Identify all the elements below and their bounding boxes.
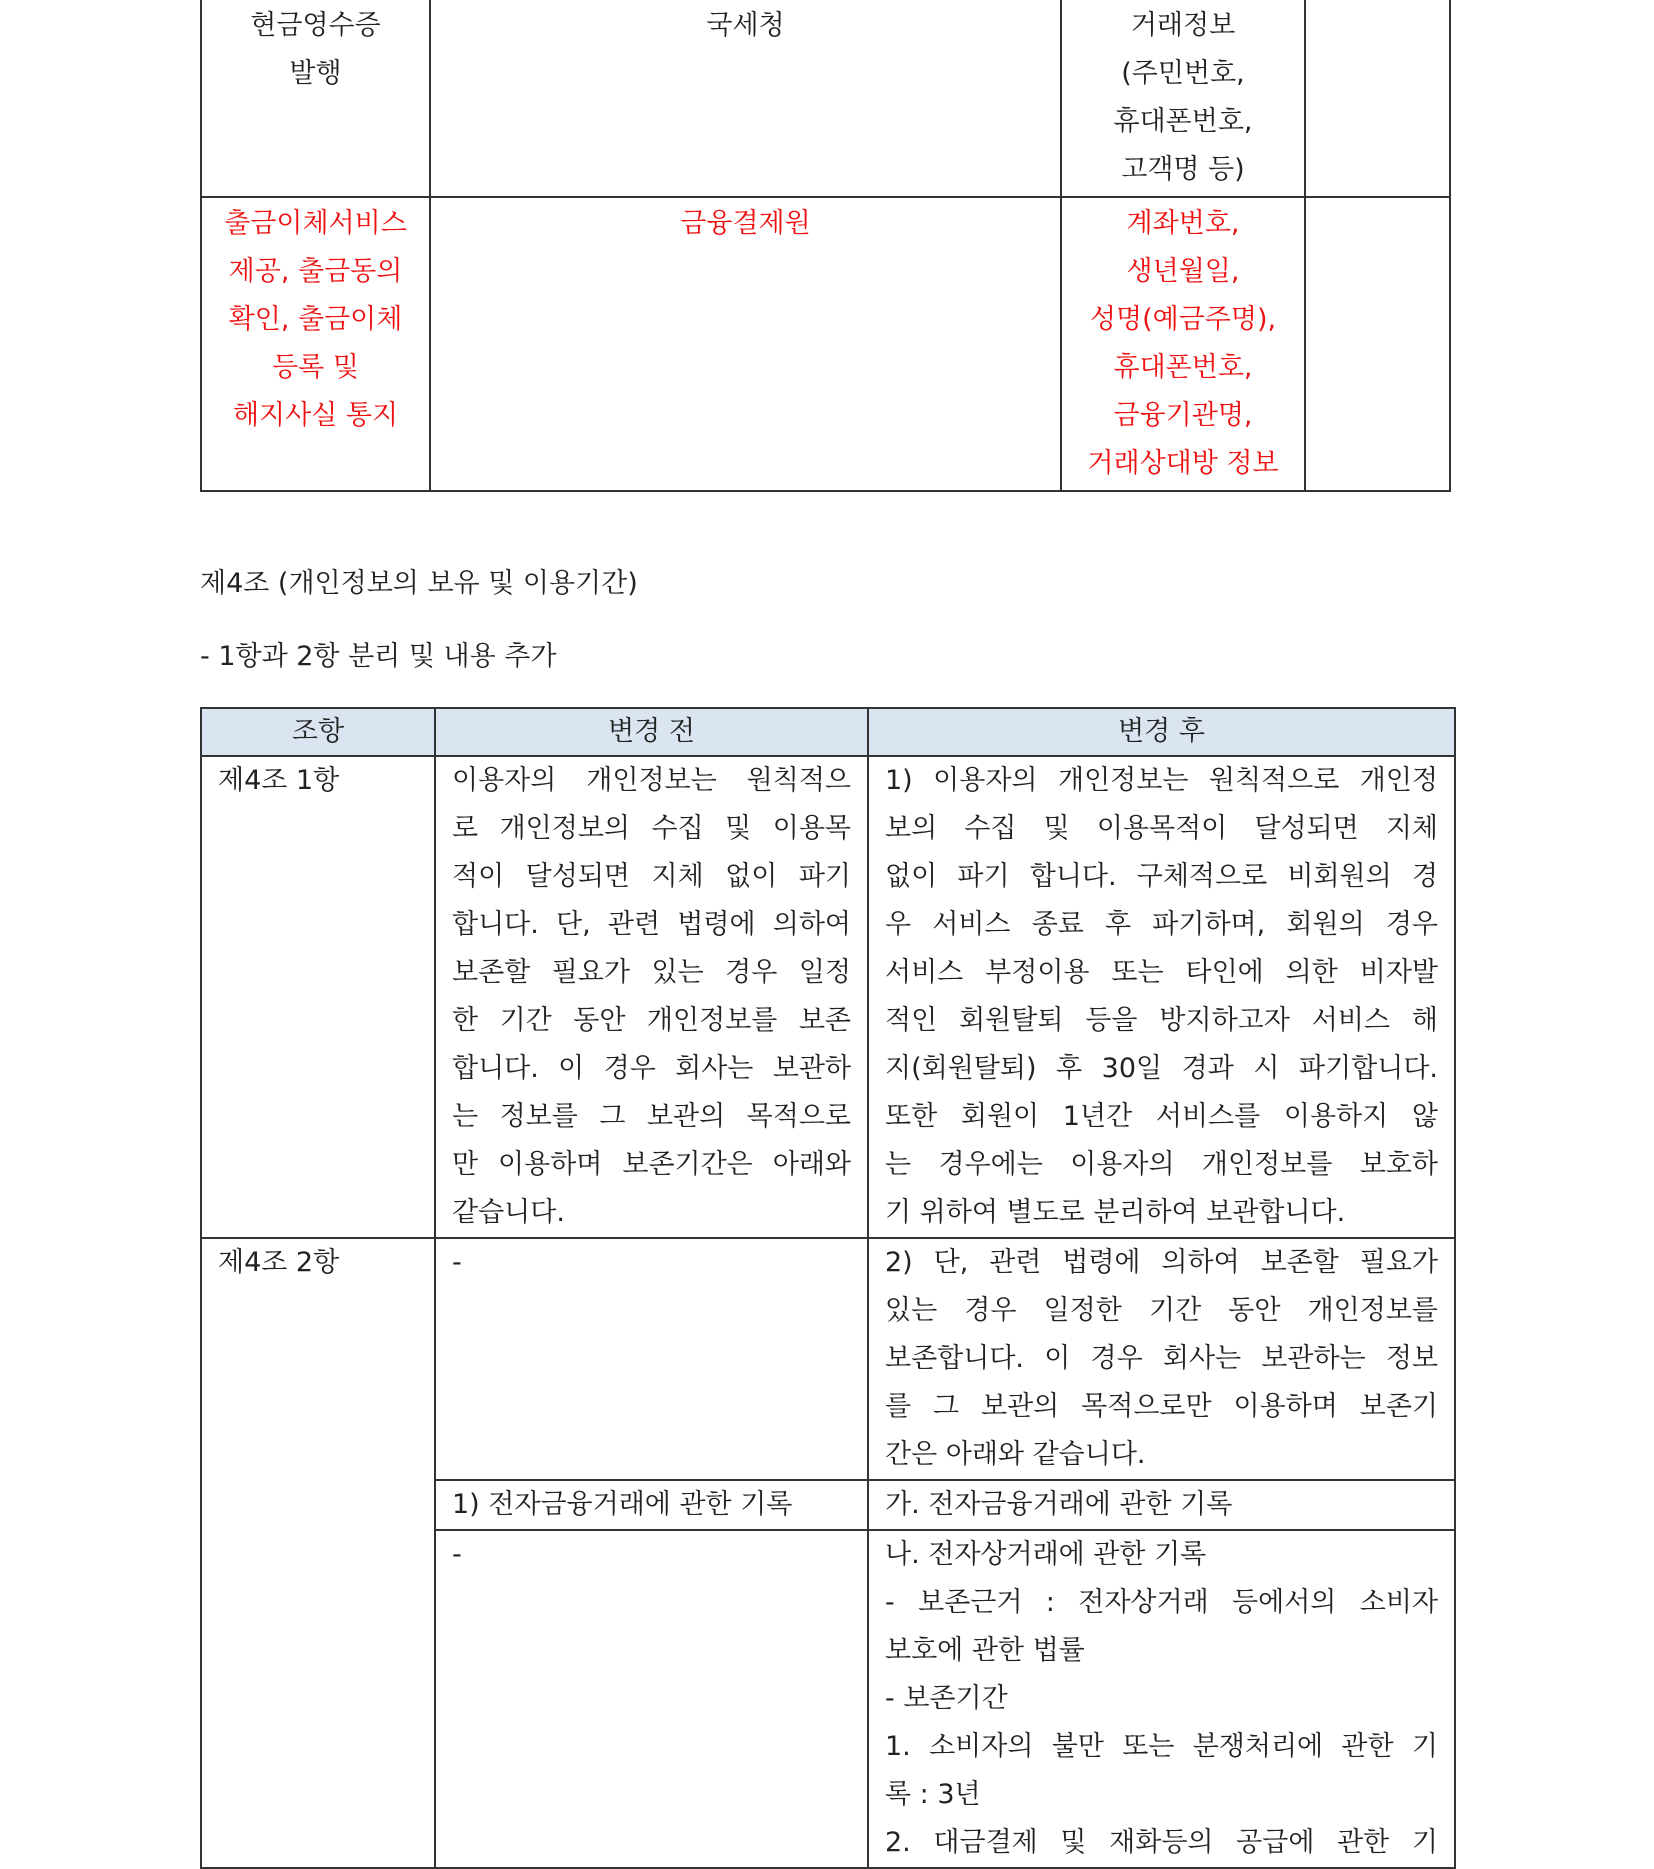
items-cell: 거래정보 (주민번호, 휴대폰번호, 고객명 등) (1061, 0, 1305, 197)
after-cell: 가. 전자금융거래에 관한 기록 (868, 1480, 1455, 1530)
recipient-cell: 국세청 (430, 0, 1061, 197)
article-label: 제4조 2항 (201, 1238, 435, 1868)
article-label: 제4조 1항 (201, 756, 435, 1238)
recipient-cell: 금융결제원 (430, 197, 1061, 491)
comparison-table (200, 707, 1456, 1869)
table-row (201, 1238, 1455, 1480)
after-cell: 나. 전자상거래에 관한 기록 - 보존근거 : 전자상거래 등에서의 소비자 보호에 관한 법률 - 보존기간 1. 소비자의 불만 또는 분쟁처리에 관한 기 록 : 3년 2. 대금결제 및 재화등의 공급에 관한 기 (868, 1530, 1455, 1868)
section-note: - 1항과 2항 분리 및 내용 추가 (200, 641, 557, 672)
header-after: 변경 후 (868, 708, 1455, 756)
items-cell: 계좌번호, 생년월일, 성명(예금주명), 휴대폰번호, 금융기관명, 거래상대방 정보 (1061, 197, 1305, 491)
empty-cell (1305, 197, 1450, 491)
empty-cell (1305, 0, 1450, 197)
after-cell: 1) 이용자의 개인정보는 원칙적으로 개인정 보의 수집 및 이용목적이 달성되면 지체 없이 파기 합니다. 구체적으로 비회원의 경 우 서비스 종료 후 파기하며, 회원의 경우 서비스 부정이용 또는 타인에 의한 비자발 적인 회원탈퇴 등을 방지하고자 서비스 해 지(회원탈퇴) 후 30일 경과 시 파기합니다. 또한 회원이 1년간 서비스를 이용하지 않 는 경우에는 이용자의 개인정보를 보호하 기 위하여 별도로 분리하여 보관합니다. (868, 756, 1455, 1238)
purpose-cell: 출금이체서비스 제공, 출금동의 확인, 출금이체 등록 및 해지사실 통지 (201, 197, 430, 491)
privacy-provision-table (200, 0, 1451, 492)
before-cell: - (435, 1238, 868, 1480)
table-row (201, 197, 1450, 491)
table-row (201, 756, 1455, 1238)
before-cell: 1) 전자금융거래에 관한 기록 (435, 1480, 868, 1530)
table-row (201, 0, 1450, 197)
section-title: 제4조 (개인정보의 보유 및 이용기간) (200, 568, 638, 599)
before-cell: - (435, 1530, 868, 1868)
header-article: 조항 (201, 708, 435, 756)
after-cell: 2) 단, 관련 법령에 의하여 보존할 필요가 있는 경우 일정한 기간 동안 개인정보를 보존합니다. 이 경우 회사는 보관하는 정보 를 그 보관의 목적으로만 이용하며 보존기 간은 아래와 같습니다. (868, 1238, 1455, 1480)
header-before: 변경 전 (435, 708, 868, 756)
before-cell: 이용자의 개인정보는 원칙적으 로 개인정보의 수집 및 이용목 적이 달성되면 지체 없이 파기 합니다. 단, 관련 법령에 의하여 보존할 필요가 있는 경우 일정 한 기간 동안 개인정보를 보존 합니다. 이 경우 회사는 보관하 는 정보를 그 보관의 목적으로 만 이용하며 보존기간은 아래와 같습니다. (435, 756, 868, 1238)
purpose-cell: 현금영수증 발행 (201, 0, 430, 197)
header-row (201, 708, 1455, 756)
